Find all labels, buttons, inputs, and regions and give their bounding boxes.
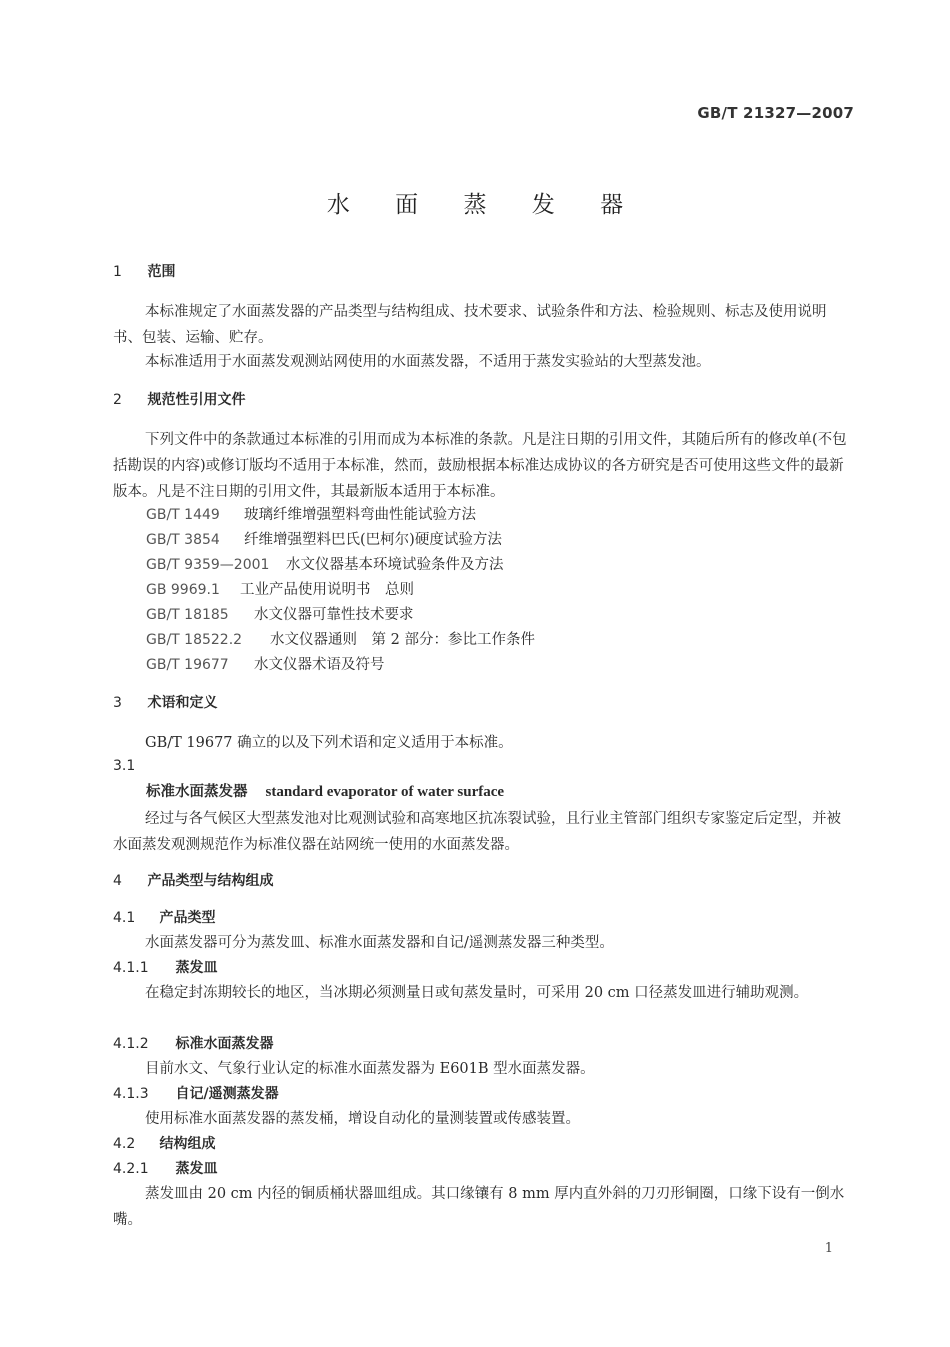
section-number: 2: [113, 392, 122, 408]
subsection-heading: [113, 958, 217, 978]
subsection-title: 产品类型: [159, 910, 216, 926]
reference-title: 水文仪器通则 第 2 部分：参比工作条件: [270, 632, 535, 648]
subsection-number: 4.1.3: [113, 1086, 149, 1102]
page-number: 1: [824, 1241, 833, 1256]
section-heading: [113, 390, 245, 410]
subsection-number: 4.2.1: [113, 1161, 149, 1177]
reference-item: [146, 530, 502, 550]
subsection-heading: [113, 1084, 279, 1104]
section-number: 1: [113, 264, 122, 280]
reference-item: [146, 655, 385, 675]
term-chinese: 标准水面蒸发器: [146, 784, 248, 800]
section-title: 产品类型与结构组成: [147, 873, 274, 889]
subsection-number: 4.2: [113, 1136, 136, 1152]
subsection-number: 4.1.2: [113, 1036, 149, 1052]
reference-title: 纤维增强塑料巴氏(巴柯尔)硬度试验方法: [244, 532, 502, 548]
paragraph: 目前水文、气象行业认定的标准水面蒸发器为 E601B 型水面蒸发器。: [145, 1061, 595, 1077]
section-title: 术语和定义: [147, 695, 218, 711]
subsection-title: 蒸发皿: [175, 1161, 218, 1177]
section-heading: [113, 262, 175, 282]
paragraph: GB/T 19677 确立的以及下列术语和定义适用于本标准。: [145, 735, 513, 751]
reference-code: GB/T 18522.2: [146, 632, 243, 648]
reference-title: 水文仪器术语及符号: [254, 657, 385, 673]
reference-code: GB/T 9359—2001: [146, 557, 270, 573]
standard-number: GB/T 21327—2007: [697, 104, 854, 122]
reference-item: [146, 580, 414, 600]
subsection-number: 4.1.1: [113, 960, 149, 976]
subsection-heading: [113, 1034, 273, 1054]
subsection-title: 标准水面蒸发器: [175, 1036, 274, 1052]
reference-title: 水文仪器可靠性技术要求: [254, 607, 414, 623]
section-heading: [113, 871, 273, 891]
section-title: 规范性引用文件: [147, 392, 246, 408]
subsection-number: 3.1: [113, 758, 136, 774]
reference-code: GB 9969.1: [146, 582, 220, 598]
paragraph: 水面蒸发器可分为蒸发皿、标准水面蒸发器和自记/遥测蒸发器三种类型。: [145, 935, 614, 951]
paragraph: 在稳定封冻期较长的地区，当冰期必须测量日或旬蒸发量时，可采用 20 cm 口径蒸发皿进行辅助观测。: [145, 985, 809, 1001]
subsection-title: 蒸发皿: [175, 960, 218, 976]
section-number: 4: [113, 873, 122, 889]
term-entry: [146, 782, 504, 802]
reference-item: [146, 630, 535, 650]
section-heading: [113, 693, 217, 713]
reference-code: GB/T 3854: [146, 532, 220, 548]
reference-item: [146, 505, 476, 525]
term-english: standard evaporator of water surface: [265, 784, 505, 800]
paragraph: 下列文件中的条款通过本标准的引用而成为本标准的条款。凡是注日期的引用文件，其随后所有的修改单(不包括勘误的内容)或修订版均不适用于本标准，然而，鼓励根据本标准达成协议的各方研究是否可使用这些文件的最新版本。凡是不注日期的引用文件，其最新版本适用于本标准。: [113, 432, 847, 500]
reference-code: GB/T 18185: [146, 607, 229, 623]
paragraph: 本标准规定了水面蒸发器的产品类型与结构组成、技术要求、试验条件和方法、检验规则、标志及使用说明书、包装、运输、贮存。: [113, 304, 827, 346]
reference-code: GB/T 19677: [146, 657, 229, 673]
reference-title: 工业产品使用说明书 总则: [240, 582, 414, 598]
page-title: 水 面 蒸 发 器: [326, 192, 643, 218]
section-title: 范围: [147, 264, 176, 280]
paragraph: 蒸发皿由 20 cm 内径的铜质桶状器皿组成。其口缘镶有 8 mm 厚内直外斜的刀刃形铜圈，口缘下设有一倒水嘴。: [113, 1186, 845, 1228]
subsection-number: 4.1: [113, 910, 136, 926]
subsection-heading: [113, 908, 215, 928]
reference-code: GB/T 1449: [146, 507, 220, 523]
paragraph: 本标准适用于水面蒸发观测站网使用的水面蒸发器，不适用于蒸发实验站的大型蒸发池。: [145, 354, 711, 370]
reference-title: 水文仪器基本环境试验条件及方法: [286, 557, 504, 573]
reference-title: 玻璃纤维增强塑料弯曲性能试验方法: [244, 507, 476, 523]
reference-item: [146, 605, 414, 625]
subsection-title: 自记/遥测蒸发器: [175, 1086, 279, 1102]
term-definition: 经过与各气候区大型蒸发池对比观测试验和高寒地区抗冻裂试验，且行业主管部门组织专家鉴定后定型，并被水面蒸发观测规范作为标准仪器在站网统一使用的水面蒸发器。: [113, 811, 841, 853]
subsection-heading: [113, 1134, 215, 1154]
subsection-heading: [113, 1159, 217, 1179]
subsection-title: 结构组成: [159, 1136, 216, 1152]
paragraph: 使用标准水面蒸发器的蒸发桶，增设自动化的量测装置或传感装置。: [145, 1111, 580, 1127]
section-number: 3: [113, 695, 122, 711]
reference-item: [146, 555, 504, 575]
